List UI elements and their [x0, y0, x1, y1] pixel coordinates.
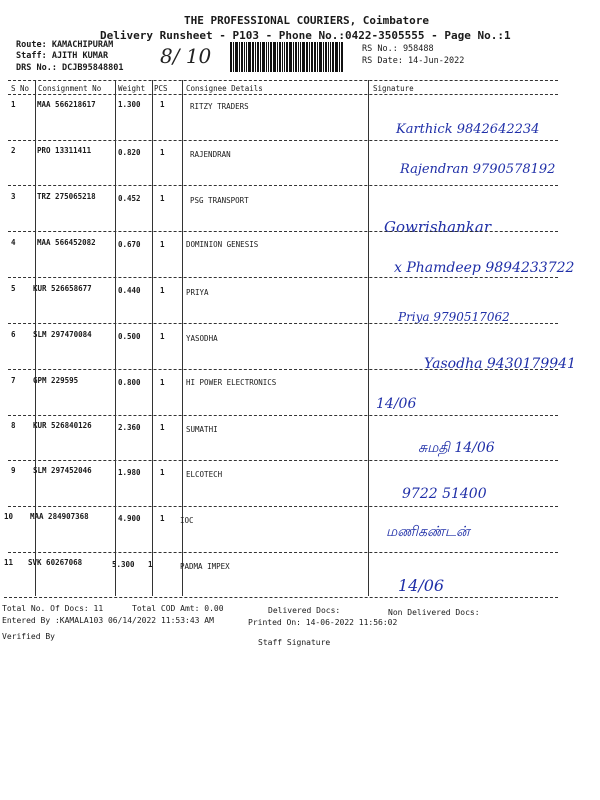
row2-weight: 0.820: [118, 148, 141, 157]
row8-consignee: SUMATHI: [186, 425, 218, 434]
row1-cons: MAA 566218617: [37, 100, 96, 109]
row11-signature: 14/06: [398, 576, 445, 595]
row6-cons: SLM 297470084: [33, 330, 92, 339]
handwritten-count: 8/ 10: [160, 44, 212, 68]
row9-consignee: ELCOTECH: [186, 470, 223, 479]
staff-label: Staff: AJITH KUMAR: [16, 51, 109, 61]
row4-signature: x Phamdeep 9894233722: [394, 260, 575, 276]
row7-consignee: HI POWER ELECTRONICS: [186, 378, 277, 387]
row11-weight: 5.300: [112, 560, 135, 569]
row3-signature: Gowrishankar: [384, 218, 491, 236]
col-sno: S No: [11, 84, 30, 93]
row10-sno: 10: [4, 512, 14, 521]
row9-cons: SLM 297452046: [33, 466, 92, 475]
row2-pcs: 1: [160, 148, 165, 157]
row5-signature: Priya 9790517062: [398, 310, 510, 324]
row11-sno: 11: [4, 558, 14, 567]
row8-weight: 2.360: [118, 423, 141, 432]
row2-cons: PRO 13311411: [37, 146, 92, 155]
row9-signature: 9722 51400: [402, 486, 487, 502]
drs-number: DRS No.: DCJB95848801: [16, 63, 124, 73]
col-consignment: Consignment No: [38, 84, 102, 93]
row10-consignee: IOC: [180, 516, 194, 525]
row3-weight: 0.452: [118, 194, 141, 203]
total-docs: Total No. Of Docs: 11: [2, 604, 104, 613]
rs-date: RS Date: 14-Jun-2022: [362, 56, 465, 66]
row11-cons: SVK 60267068: [28, 558, 83, 567]
col-pcs: PCS: [154, 84, 168, 93]
row11-consignee: PADMA IMPEX: [180, 562, 230, 571]
row10-pcs: 1: [160, 514, 165, 523]
row1-sno: 1: [11, 100, 16, 109]
row4-weight: 0.670: [118, 240, 141, 249]
non-delivered-docs: Non Delivered Docs:: [388, 608, 480, 617]
row7-signature: 14/06: [376, 396, 417, 412]
row9-pcs: 1: [160, 468, 165, 477]
printed-on: Printed On: 14-06-2022 11:56:02: [248, 618, 398, 627]
row6-signature: Yasodha 9430179941: [424, 356, 576, 372]
row3-pcs: 1: [160, 194, 165, 203]
row2-sno: 2: [11, 146, 16, 155]
row8-signature: சுமதி 14/06: [418, 440, 495, 456]
row4-pcs: 1: [160, 240, 165, 249]
row3-cons: TRZ 275065218: [37, 192, 96, 201]
total-cod: Total COD Amt: 0.00: [132, 604, 224, 613]
row8-cons: KUR 526840126: [33, 421, 92, 430]
delivered-docs: Delivered Docs:: [268, 606, 341, 615]
row10-weight: 4.900: [118, 514, 141, 523]
col-consignee: Consignee Details: [186, 84, 263, 93]
row5-weight: 0.440: [118, 286, 141, 295]
row1-signature: Karthick 9842642234: [396, 122, 540, 137]
staff-signature: Staff Signature: [258, 638, 331, 647]
row6-sno: 6: [11, 330, 16, 339]
row6-pcs: 1: [160, 332, 165, 341]
row5-cons: KUR 526658677: [33, 284, 92, 293]
row4-consignee: DOMINION GENESIS: [186, 240, 259, 249]
row4-sno: 4: [11, 238, 16, 247]
row9-sno: 9: [11, 466, 16, 475]
entered-by: Entered By :KAMALA103 06/14/2022 11:53:43 AM: [2, 616, 214, 625]
runsheet-title: Delivery Runsheet - P103 - Phone No.:0422-3505555 - Page No.:1: [100, 29, 511, 42]
rs-number: RS No.: 958488: [362, 44, 434, 54]
row10-signature: மணிகண்டன்: [386, 524, 470, 540]
row8-sno: 8: [11, 421, 16, 430]
row9-weight: 1.980: [118, 468, 141, 477]
row1-pcs: 1: [160, 100, 165, 109]
row11-pcs: 1: [148, 560, 153, 569]
row7-sno: 7: [11, 376, 16, 385]
verified-by: Verified By: [2, 632, 55, 641]
company-title: THE PROFESSIONAL COURIERS, Coimbatore: [184, 14, 430, 27]
barcode: [230, 42, 344, 72]
row2-consignee: RAJENDRAN: [190, 150, 231, 159]
row5-pcs: 1: [160, 286, 165, 295]
col-signature: Signature: [373, 84, 414, 93]
row3-sno: 3: [11, 192, 16, 201]
row4-cons: MAA 566452082: [37, 238, 96, 247]
row8-pcs: 1: [160, 423, 165, 432]
row1-weight: 1.300: [118, 100, 141, 109]
row3-consignee: PSG TRANSPORT: [190, 196, 249, 205]
col-weight: Weight: [118, 84, 146, 93]
row1-consignee: RITZY TRADERS: [190, 102, 249, 111]
row2-signature: Rajendran 9790578192: [400, 162, 556, 177]
row10-cons: MAA 284907368: [30, 512, 89, 521]
row7-weight: 0.800: [118, 378, 141, 387]
row5-consignee: PRIYA: [186, 288, 209, 297]
row7-cons: GPM 229595: [33, 376, 79, 385]
row6-weight: 0.500: [118, 332, 141, 341]
row5-sno: 5: [11, 284, 16, 293]
row6-consignee: YASODHA: [186, 334, 218, 343]
route-label: Route: KAMACHIPURAM: [16, 40, 114, 50]
row7-pcs: 1: [160, 378, 165, 387]
